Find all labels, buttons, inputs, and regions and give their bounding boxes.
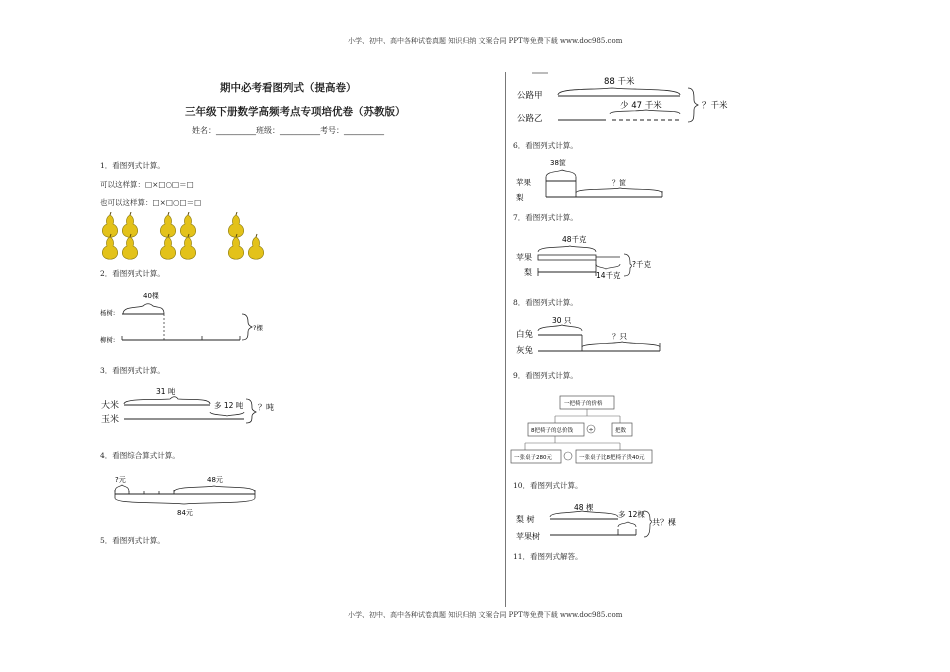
q2-label-willow: 柳树: — [100, 336, 116, 344]
q7-diagram — [512, 232, 692, 282]
q10-total-label: 共？棵 — [652, 518, 676, 527]
q3-diagram — [98, 384, 298, 429]
page-footer: 小学、初中、高中各种试卷真题 知识归纳 文案合同 PPT等免费下载 www.doc985.com — [348, 611, 623, 619]
q6-top-label: 38筐 — [550, 159, 566, 167]
question-8: 8．看图列式计算。 — [513, 298, 578, 307]
question-3: 3．看图列式计算。 — [100, 366, 165, 375]
pear-icon — [102, 234, 117, 259]
q6-label-pear: 梨 — [516, 193, 524, 202]
question-5: 5．看图列式计算。 — [100, 536, 165, 545]
question-1: 1．看图列式计算。 — [100, 161, 165, 170]
q1-pear-figure — [98, 212, 278, 260]
q5-top-label: 88 千米 — [604, 77, 635, 87]
question-10: 10．看图列式计算。 — [513, 481, 583, 490]
q8-label-white: 白兔 — [516, 330, 534, 340]
pear-icon — [102, 212, 117, 237]
pear-icon — [180, 234, 195, 259]
q2-top-label: 40棵 — [143, 292, 159, 300]
q3-more-label: 多 12 吨 — [214, 401, 244, 410]
q9-op: ÷ — [588, 426, 594, 434]
q6-diagram — [512, 155, 672, 203]
q6-label-apple: 苹果 — [516, 178, 531, 187]
question-4: 4．看图综合算式计算。 — [100, 451, 180, 460]
q2-label-poplar: 杨树: — [100, 309, 116, 317]
q10-label-pear: 梨 树 — [516, 515, 535, 524]
pear-icon — [160, 234, 175, 259]
q8-label-gray: 灰兔 — [516, 346, 534, 356]
q8-q-label: ？只 — [612, 332, 627, 341]
q7-diff-label: 14千克 — [596, 271, 621, 280]
q3-top-label: 31 吨 — [156, 387, 176, 396]
q9-diagram — [510, 392, 680, 467]
q7-label-apple: 苹果 — [516, 253, 532, 262]
title-line1: 期中必考看图列式（提高卷） — [220, 82, 357, 94]
q4-diagram — [110, 472, 270, 520]
q3-label-rice: 大米 — [101, 401, 120, 411]
q2-total-label: ?棵 — [253, 324, 263, 332]
pear-icon — [160, 212, 175, 237]
q10-label-apple: 苹果树 — [516, 532, 540, 541]
q8-top-label: 30 只 — [552, 316, 572, 325]
title-line2: 三年级下册数学高频考点专项培优卷（苏教版） — [185, 106, 406, 118]
q3-label-corn: 玉米 — [101, 415, 120, 425]
question-11: 11．看图列式解答。 — [513, 552, 583, 561]
question-9: 9．看图列式计算。 — [513, 371, 578, 380]
q7-top-label: 48千克 — [562, 235, 587, 244]
q2-diagram — [98, 288, 278, 350]
question-6: 6．看图列式计算。 — [513, 141, 578, 150]
q10-top-label: 48 棵 — [574, 503, 594, 512]
q4-top-label: 48元 — [207, 476, 223, 484]
q5-diagram — [512, 70, 742, 130]
q1-method-2: 也可以这样算：□×□○□＝□ — [100, 198, 202, 207]
q9-box-left-text: 8把椅子的总价钱 — [531, 428, 573, 434]
page-header: 小学、初中、高中各种试卷真题 知识归纳 文案合同 PPT等免费下载 www.doc985.com — [348, 37, 623, 45]
q10-diagram — [512, 499, 692, 544]
q9-box-bl-text: 一张桌子280元 — [514, 455, 552, 461]
q8-diagram — [512, 313, 682, 358]
q3-total-label: ？吨 — [258, 403, 274, 412]
column-divider — [505, 72, 506, 607]
q6-q-label: ？筐 — [612, 179, 626, 187]
q9-box-right-text: 把数 — [615, 428, 627, 434]
q1-method-1: 可以这样算：□×□○□＝□ — [100, 180, 194, 189]
question-2: 2．看图列式计算。 — [100, 269, 165, 278]
q5-label-road-b: 公路乙 — [517, 114, 543, 124]
q4-bottom-label: 84元 — [177, 509, 193, 517]
q5-total-label: ？千米 — [702, 101, 728, 111]
q5-less-label: 少 47 千米 — [620, 101, 662, 111]
pear-icon — [122, 212, 137, 237]
q4-unknown-label: ?元 — [115, 476, 126, 484]
q10-more-label: 多 12棵 — [618, 510, 645, 519]
q5-label-road-a: 公路甲 — [517, 91, 543, 101]
pear-icon — [228, 234, 243, 259]
q7-label-pear: 梨 — [524, 268, 532, 277]
student-info-line: 姓名：__________班级：__________考号：__________ — [192, 126, 384, 135]
pear-icon — [228, 212, 243, 237]
pear-icon — [122, 234, 137, 259]
question-7: 7．看图列式计算。 — [513, 213, 578, 222]
q7-total-label: ?千克 — [632, 260, 651, 269]
q9-box-top-text: 一把椅子的价格 — [564, 401, 603, 407]
pear-icon — [180, 212, 195, 237]
pear-icon — [248, 234, 263, 259]
q9-box-br-text: 一张桌子比8把椅子贵40元 — [579, 455, 645, 461]
